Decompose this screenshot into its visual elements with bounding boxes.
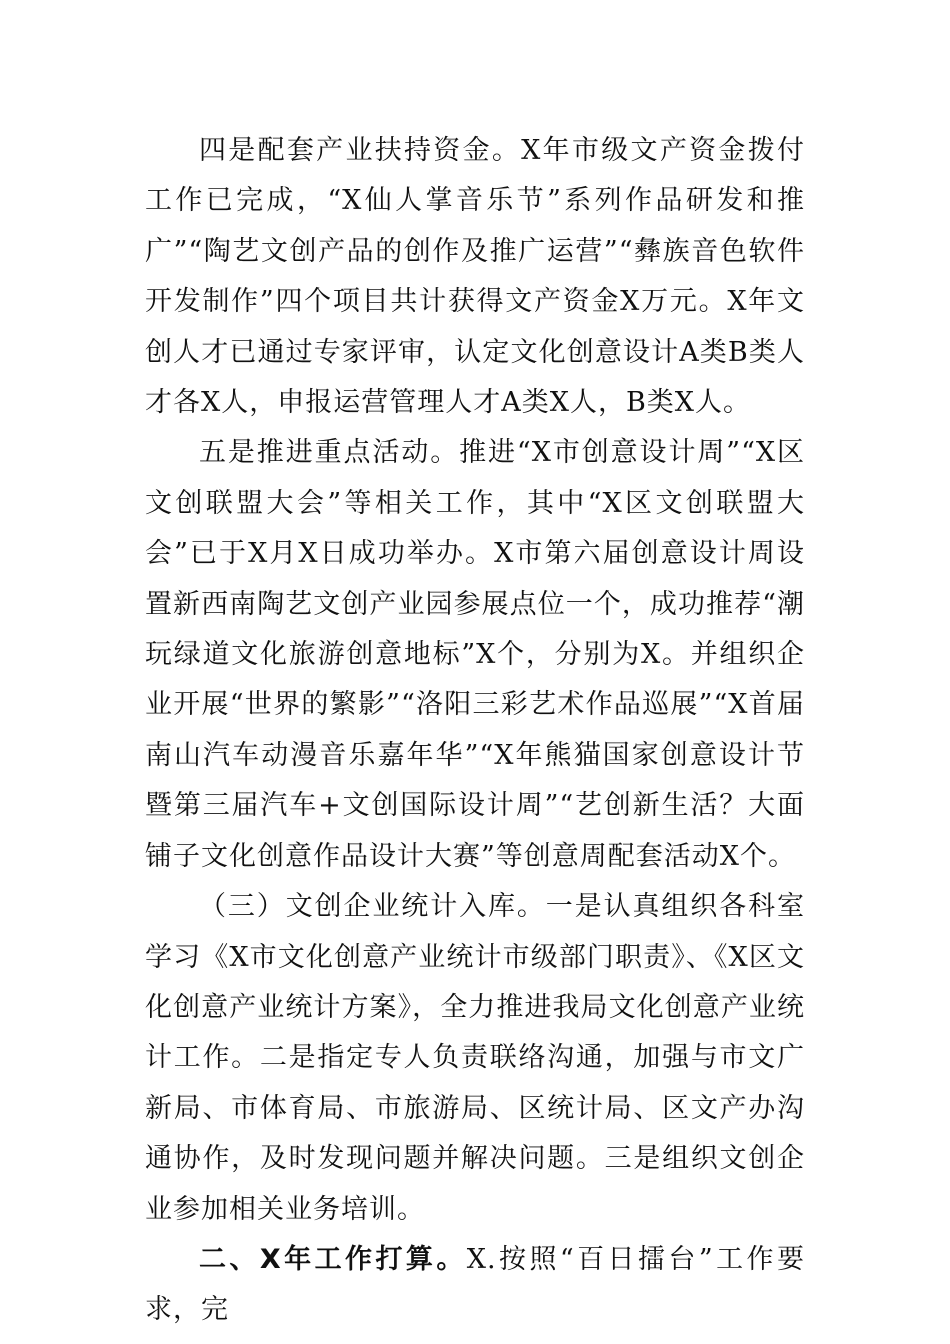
section-text: X.按照“百日擂台”工作要求，完 — [145, 1243, 805, 1326]
paragraph-statistics: （三）文创企业统计入库。一是认真组织各科室学习《X市文化创意产业统计市级部门职责》、《X区文化创意产业统计方案》，全力推进我局文化创意产业统计工作。二是指定专人负责联络沟通，加强与市文广新局、市体育局、市旅游局、区统计局、区文产办沟通协作，及时发现问题并解决问题。三是组织文创企业参加相关业务培训。 — [145, 891, 805, 1225]
section-heading: 二、X年工作打算。 — [199, 1243, 467, 1275]
paragraph-activities: 五是推进重点活动。推进“X市创意设计周”“X区文创联盟大会”等相关工作，其中“X区文创联盟大会”已于X月X日成功举办。X市第六届创意设计周设置新西南陶艺文创产业园参展点位一个，成功推荐“潮玩绿道文化旅游创意地标”X个，分别为X。并组织企业开展“世界的繁影”“洛阳三彩艺术作品巡展”“X首届南山汽车动漫音乐嘉年华”“X年熊猫国家创意设计节暨第三届汽车+文创国际设计周”“艺创新生活？大面铺子文化创意作品设计大赛”等创意周配套活动X个。 — [145, 437, 805, 872]
document-body — [145, 126, 805, 1336]
paragraph-next-year-plan — [145, 1235, 805, 1336]
paragraph-funding: 四是配套产业扶持资金。X年市级文产资金拨付工作已完成，“X仙人掌音乐节”系列作品研发和推广”“陶艺文创产品的创作及推广运营”“彝族音色软件开发制作”四个项目共计获得文产资金X万元。X年文创人才已通过专家评审，认定文化创意设计A类B类人才各X人，申报运营管理人才A类X人，B类X人。 — [145, 135, 805, 419]
